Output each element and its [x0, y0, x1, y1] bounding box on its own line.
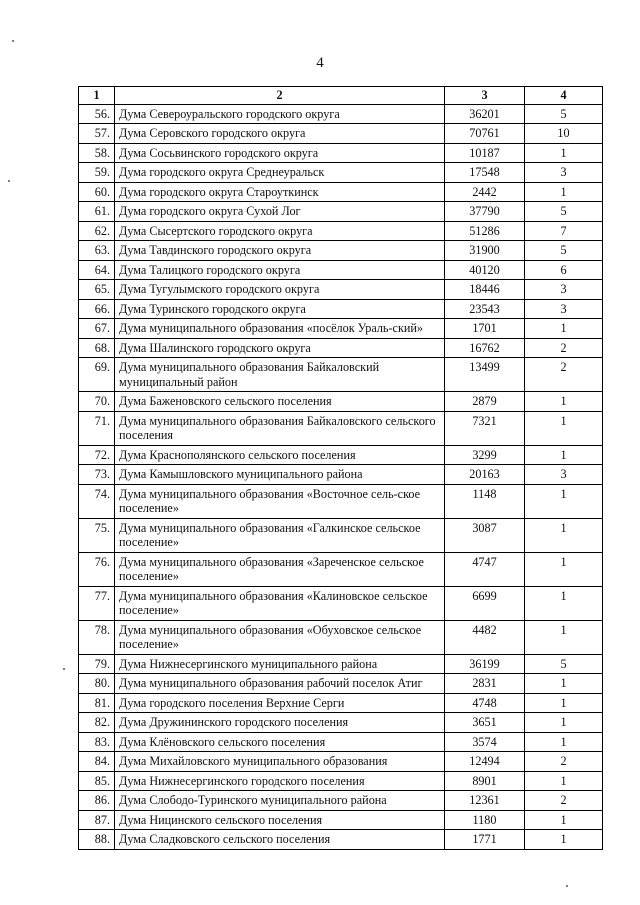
row-number-cell: 61. [79, 202, 115, 222]
population-cell: 3299 [445, 445, 525, 465]
seats-cell: 5 [525, 654, 603, 674]
council-name-cell: Дума муниципального образования рабочий поселок Атиг [115, 674, 445, 694]
population-cell: 12494 [445, 752, 525, 772]
row-number-cell: 75. [79, 518, 115, 552]
row-number-cell: 74. [79, 484, 115, 518]
seats-cell: 1 [525, 518, 603, 552]
seats-cell: 1 [525, 810, 603, 830]
seats-cell: 1 [525, 693, 603, 713]
seats-cell: 3 [525, 465, 603, 485]
table-row [79, 202, 603, 222]
population-cell: 1771 [445, 830, 525, 850]
table-header-row [79, 87, 603, 105]
column-header-population: 3 [445, 87, 525, 105]
seats-cell: 1 [525, 732, 603, 752]
seats-cell: 6 [525, 260, 603, 280]
table-row [79, 484, 603, 518]
council-name-cell: Дума Ницинского сельского поселения [115, 810, 445, 830]
council-name-cell: Дума Краснополянского сельского поселения [115, 445, 445, 465]
table-row [79, 713, 603, 733]
column-header-seats: 4 [525, 87, 603, 105]
population-cell: 3651 [445, 713, 525, 733]
table-row [79, 221, 603, 241]
seats-cell: 1 [525, 620, 603, 654]
seats-cell: 2 [525, 338, 603, 358]
seats-cell: 3 [525, 163, 603, 183]
population-cell: 8901 [445, 771, 525, 791]
council-name-cell: Дума городского поселения Верхние Серги [115, 693, 445, 713]
table-row [79, 771, 603, 791]
seats-cell: 10 [525, 124, 603, 144]
seats-cell: 2 [525, 358, 603, 392]
seats-cell: 1 [525, 552, 603, 586]
seats-cell: 3 [525, 299, 603, 319]
table-row [79, 552, 603, 586]
table-row [79, 280, 603, 300]
council-name-cell: Дума Слободо-Туринского муниципального района [115, 791, 445, 811]
seats-cell: 1 [525, 586, 603, 620]
seats-cell: 1 [525, 674, 603, 694]
row-number-cell: 88. [79, 830, 115, 850]
table-row [79, 241, 603, 261]
row-number-cell: 71. [79, 411, 115, 445]
seats-cell: 1 [525, 830, 603, 850]
column-header-number: 1 [79, 87, 115, 105]
population-cell: 13499 [445, 358, 525, 392]
row-number-cell: 84. [79, 752, 115, 772]
row-number-cell: 59. [79, 163, 115, 183]
table-row [79, 654, 603, 674]
table-row [79, 182, 603, 202]
row-number-cell: 64. [79, 260, 115, 280]
seats-cell: 1 [525, 484, 603, 518]
seats-cell: 5 [525, 241, 603, 261]
table-row [79, 752, 603, 772]
population-cell: 3087 [445, 518, 525, 552]
seats-cell: 1 [525, 182, 603, 202]
population-cell: 6699 [445, 586, 525, 620]
table-row [79, 810, 603, 830]
table-row [79, 693, 603, 713]
population-cell: 12361 [445, 791, 525, 811]
table-row [79, 392, 603, 412]
council-name-cell: Дума Шалинского городского округа [115, 338, 445, 358]
seats-cell: 5 [525, 202, 603, 222]
population-cell: 4747 [445, 552, 525, 586]
council-name-cell: Дума муниципального образования Байкаловский муниципальный район [115, 358, 445, 392]
table-row [79, 791, 603, 811]
table-row [79, 830, 603, 850]
population-cell: 23543 [445, 299, 525, 319]
row-number-cell: 86. [79, 791, 115, 811]
row-number-cell: 57. [79, 124, 115, 144]
council-name-cell: Дума муниципального образования «Зареченское сельское поселение» [115, 552, 445, 586]
row-number-cell: 70. [79, 392, 115, 412]
council-name-cell: Дума Баженовского сельского поселения [115, 392, 445, 412]
council-name-cell: Дума Тугулымского городского округа [115, 280, 445, 300]
table-row [79, 104, 603, 124]
table-row [79, 620, 603, 654]
council-name-cell: Дума Североуральского городского округа [115, 104, 445, 124]
council-name-cell: Дума Сладковского сельского поселения [115, 830, 445, 850]
council-name-cell: Дума городского округа Среднеуральск [115, 163, 445, 183]
seats-cell: 1 [525, 392, 603, 412]
table-row [79, 260, 603, 280]
table-row [79, 338, 603, 358]
council-name-cell: Дума Клёновского сельского поселения [115, 732, 445, 752]
scan-speck [8, 180, 10, 182]
population-cell: 4748 [445, 693, 525, 713]
table-row [79, 319, 603, 339]
row-number-cell: 63. [79, 241, 115, 261]
page-number: 4 [316, 55, 324, 71]
table-row [79, 124, 603, 144]
row-number-cell: 76. [79, 552, 115, 586]
table-row [79, 445, 603, 465]
seats-cell: 7 [525, 221, 603, 241]
column-header-name: 2 [115, 87, 445, 105]
row-number-cell: 81. [79, 693, 115, 713]
row-number-cell: 60. [79, 182, 115, 202]
scan-speck [566, 885, 568, 887]
table-row [79, 411, 603, 445]
seats-cell: 1 [525, 713, 603, 733]
council-name-cell: Дума Тавдинского городского округа [115, 241, 445, 261]
council-name-cell: Дума Туринского городского округа [115, 299, 445, 319]
council-name-cell: Дума муниципального образования Байкаловского сельского поселения [115, 411, 445, 445]
seats-cell: 5 [525, 104, 603, 124]
row-number-cell: 83. [79, 732, 115, 752]
seats-cell: 3 [525, 280, 603, 300]
seats-cell: 1 [525, 411, 603, 445]
population-cell: 20163 [445, 465, 525, 485]
seats-cell: 1 [525, 319, 603, 339]
council-name-cell: Дума Серовского городского округа [115, 124, 445, 144]
row-number-cell: 66. [79, 299, 115, 319]
population-cell: 7321 [445, 411, 525, 445]
council-name-cell: Дума муниципального образования «Восточное сель-ское поселение» [115, 484, 445, 518]
council-name-cell: Дума Сосьвинского городского округа [115, 143, 445, 163]
population-cell: 40120 [445, 260, 525, 280]
table-row [79, 358, 603, 392]
table-row [79, 299, 603, 319]
population-cell: 3574 [445, 732, 525, 752]
population-cell: 1701 [445, 319, 525, 339]
row-number-cell: 87. [79, 810, 115, 830]
council-name-cell: Дума муниципального образования «Обуховское сельское поселение» [115, 620, 445, 654]
table-row [79, 586, 603, 620]
council-seats-table [78, 86, 603, 850]
seats-cell: 2 [525, 752, 603, 772]
table-row [79, 143, 603, 163]
population-cell: 36199 [445, 654, 525, 674]
row-number-cell: 80. [79, 674, 115, 694]
population-cell: 2879 [445, 392, 525, 412]
table-row [79, 518, 603, 552]
row-number-cell: 65. [79, 280, 115, 300]
population-cell: 4482 [445, 620, 525, 654]
population-cell: 51286 [445, 221, 525, 241]
council-name-cell: Дума муниципального образования «Калиновское сельское поселение» [115, 586, 445, 620]
row-number-cell: 67. [79, 319, 115, 339]
row-number-cell: 72. [79, 445, 115, 465]
population-cell: 16762 [445, 338, 525, 358]
row-number-cell: 69. [79, 358, 115, 392]
seats-cell: 1 [525, 143, 603, 163]
row-number-cell: 62. [79, 221, 115, 241]
table-row [79, 732, 603, 752]
seats-cell: 2 [525, 791, 603, 811]
council-name-cell: Дума городского округа Сухой Лог [115, 202, 445, 222]
population-cell: 10187 [445, 143, 525, 163]
population-cell: 70761 [445, 124, 525, 144]
row-number-cell: 68. [79, 338, 115, 358]
row-number-cell: 78. [79, 620, 115, 654]
row-number-cell: 79. [79, 654, 115, 674]
population-cell: 18446 [445, 280, 525, 300]
council-name-cell: Дума муниципального образования «посёлок Ураль-ский» [115, 319, 445, 339]
council-name-cell: Дума Михайловского муниципального образования [115, 752, 445, 772]
seats-cell: 1 [525, 445, 603, 465]
table-row [79, 465, 603, 485]
scan-speck [12, 40, 14, 42]
table-body [79, 104, 603, 849]
council-name-cell: Дума Нижнесергинского городского поселения [115, 771, 445, 791]
row-number-cell: 58. [79, 143, 115, 163]
population-cell: 1148 [445, 484, 525, 518]
table-row [79, 163, 603, 183]
council-name-cell: Дума городского округа Староуткинск [115, 182, 445, 202]
population-cell: 2442 [445, 182, 525, 202]
scan-speck [63, 668, 65, 670]
row-number-cell: 56. [79, 104, 115, 124]
row-number-cell: 82. [79, 713, 115, 733]
council-name-cell: Дума Дружининского городского поселения [115, 713, 445, 733]
council-name-cell: Дума Нижнесергинского муниципального района [115, 654, 445, 674]
population-cell: 31900 [445, 241, 525, 261]
population-cell: 17548 [445, 163, 525, 183]
council-name-cell: Дума Талицкого городского округа [115, 260, 445, 280]
council-name-cell: Дума муниципального образования «Галкинское сельское поселение» [115, 518, 445, 552]
seats-cell: 1 [525, 771, 603, 791]
population-cell: 1180 [445, 810, 525, 830]
council-name-cell: Дума Сысертского городского округа [115, 221, 445, 241]
row-number-cell: 77. [79, 586, 115, 620]
row-number-cell: 73. [79, 465, 115, 485]
population-cell: 36201 [445, 104, 525, 124]
population-cell: 37790 [445, 202, 525, 222]
row-number-cell: 85. [79, 771, 115, 791]
table-row [79, 674, 603, 694]
council-name-cell: Дума Камышловского муниципального района [115, 465, 445, 485]
population-cell: 2831 [445, 674, 525, 694]
